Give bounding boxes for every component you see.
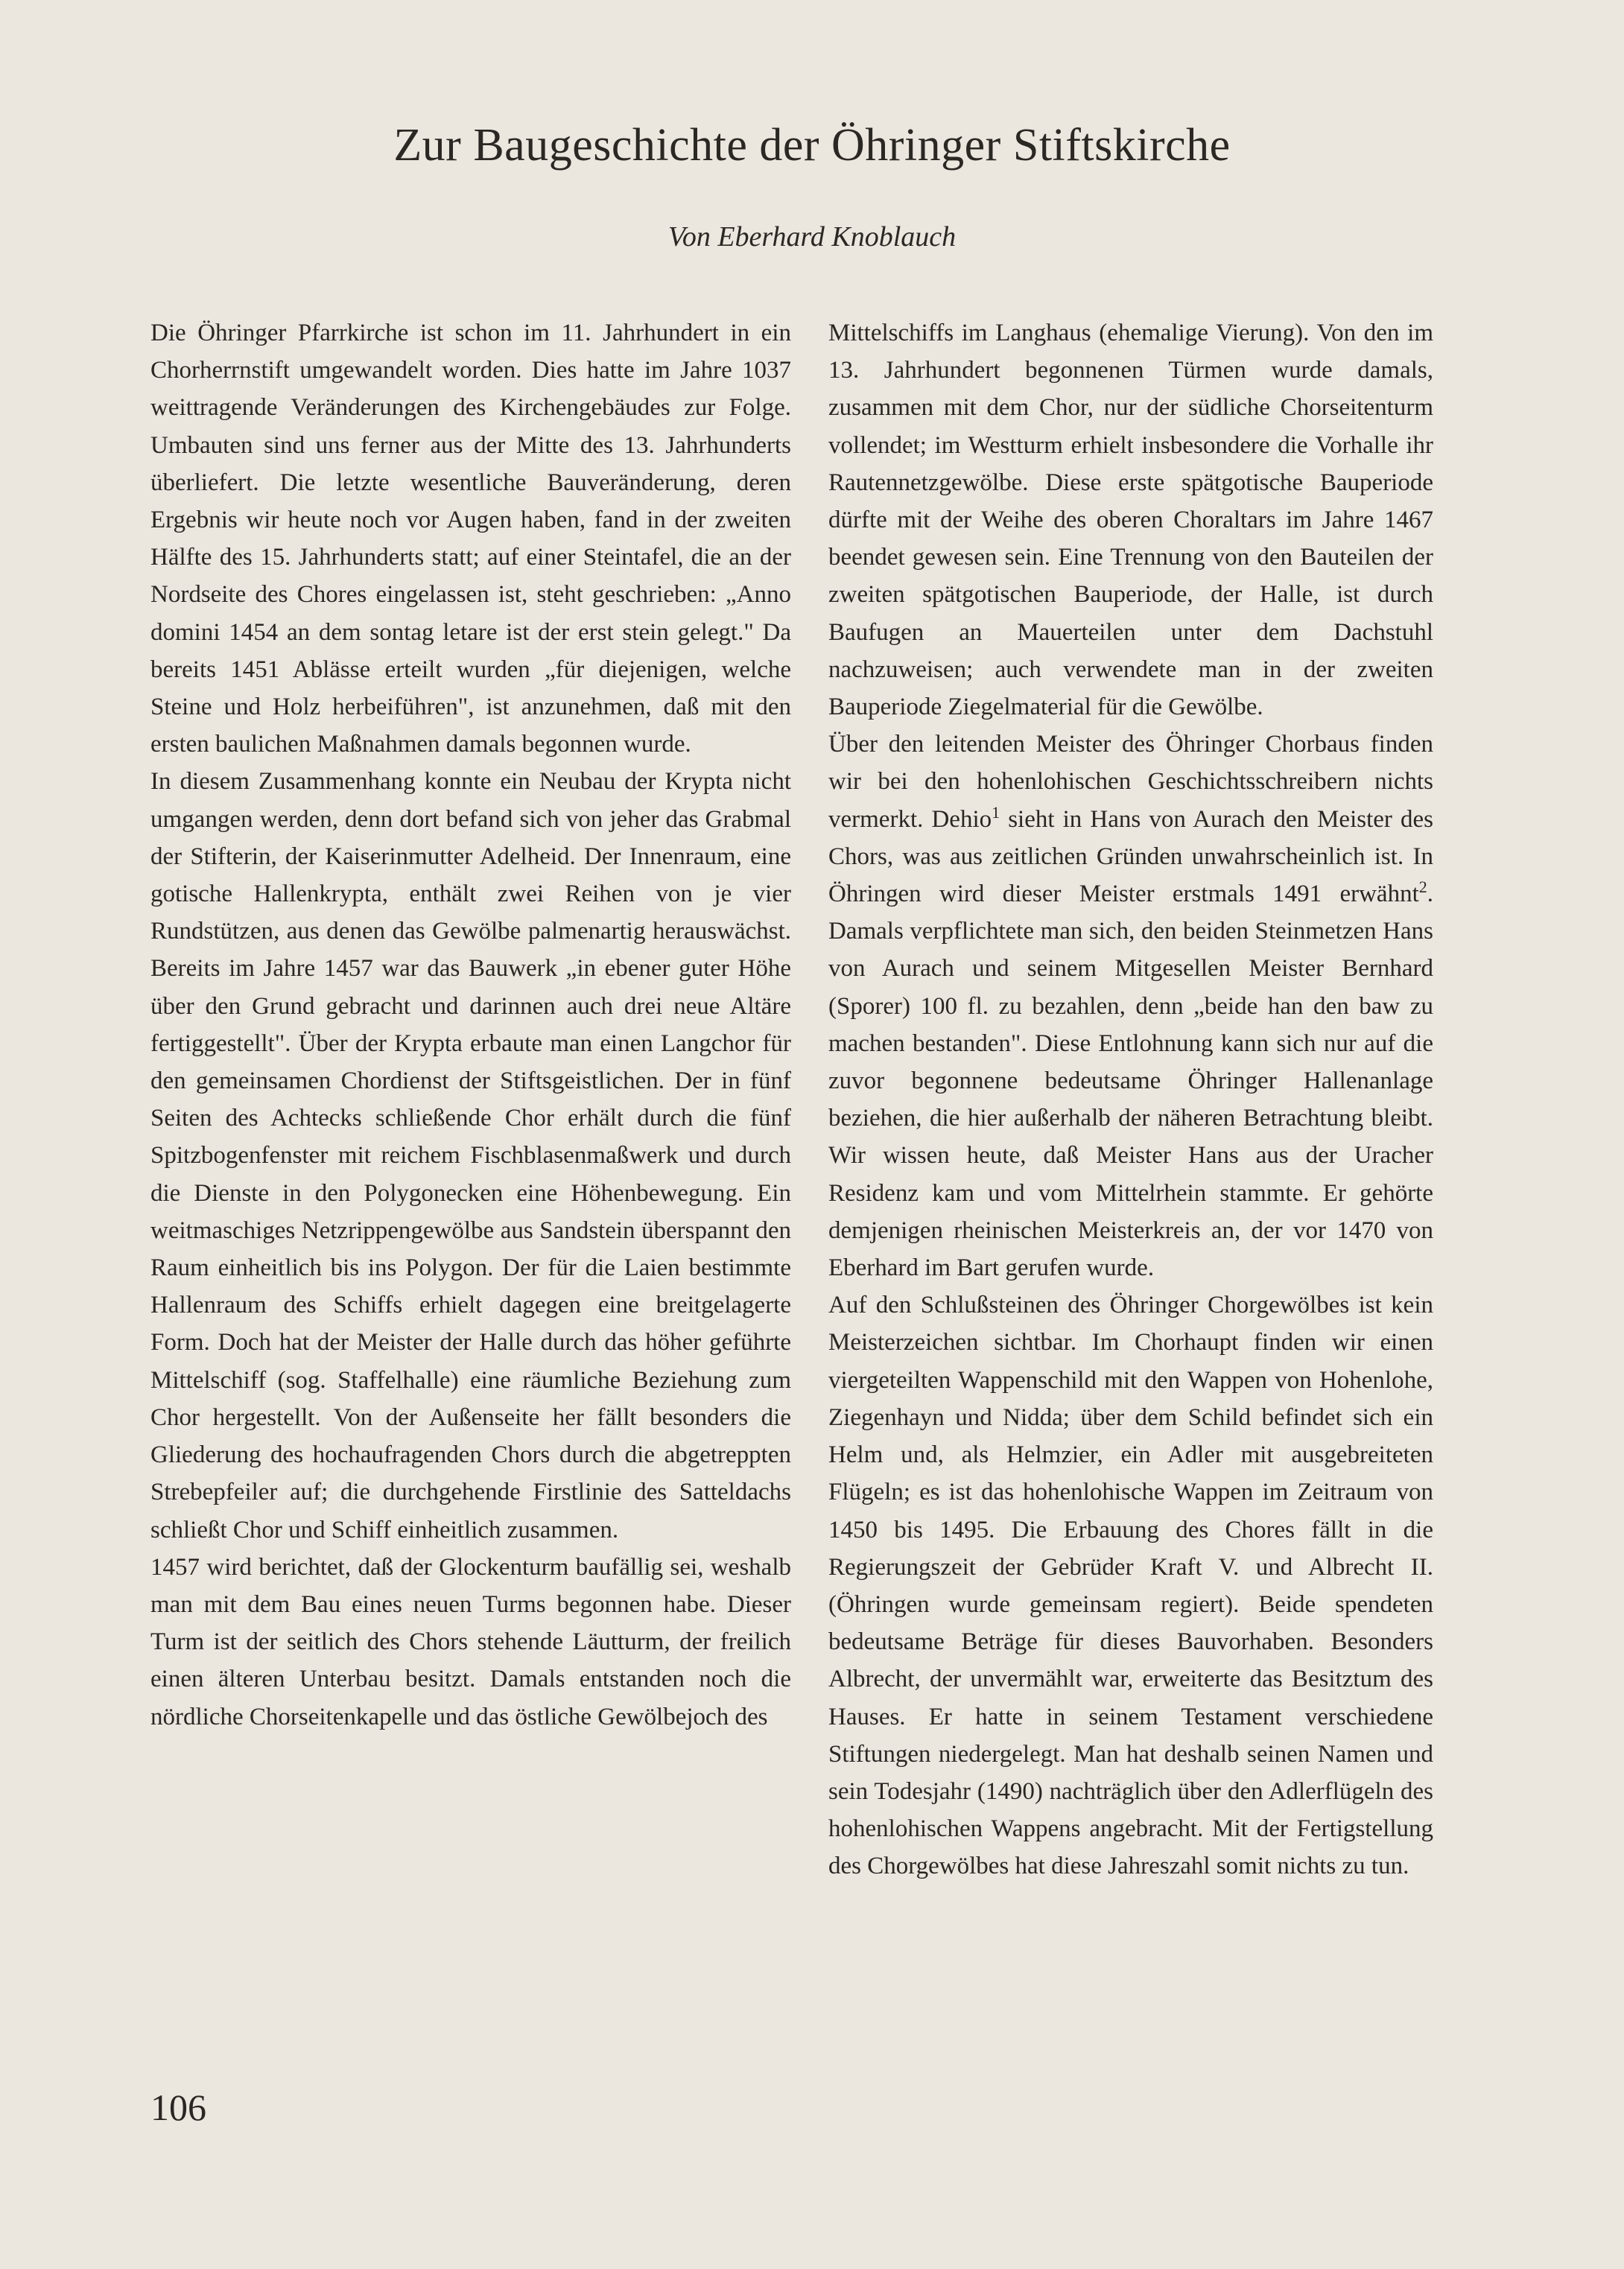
page-number: 106 bbox=[150, 2086, 206, 2128]
paragraph: Auf den Schlußsteinen des Öhringer Chorgewölbes ist kein Meisterzeichen sichtbar. Im Chorhaupt finden wir einen viergeteilten Wappenschild mit den Wappen von Hohenlohe, Ziegenhayn und Nidda; über dem Schild befindet sich ein Helm und, als Helmzier, ein Adler mit ausgebreiteten Flügeln; es ist das hohenlohische Wappen im Zeitraum von 1450 bis 1495. Die Erbauung des Chores fällt in die Regierungszeit der Gebrüder Kraft V. und Albrecht II. (Öhringen wurde gemeinsam regiert). Beide spendeten bedeutsame Beträge für dieses Bauvorhaben. Besonders Albrecht, der unvermählt war, erweiterte das Besitztum des Hauses. Er hatte in seinem Testament verschiedene Stiftungen niedergelegt. Man hat deshalb seinen Namen und sein Todesjahr (1490) nachträglich über den Adlerflügeln des hohenlohischen Wappens angebracht. Mit der Fertigstellung des Chorgewölbes hat diese Jahreszahl somit nichts zu tun. bbox=[828, 1292, 1433, 1880]
paragraph-text: Über den leitenden Meister des Öhringer Chorbaus finden wir bei den hohenlohischen Geschichtsschreibern nichts vermerkt. Dehio bbox=[828, 731, 1433, 833]
paragraph: 1457 wird berichtet, daß der Glockenturm baufällig sei, weshalb man mit dem Bau eines neuen Turms begonnen habe. Dieser Turm ist der seitlich des Chors stehende Läutturm, der freilich einen älteren Unterbau besitzt. Damals entstanden noch die nördliche Chorseitenkapelle und das östliche Gewölbejoch des bbox=[150, 1553, 791, 1730]
paragraph-text: sieht in Hans von Aurach den Meister des Chors, was aus zeitlichen Gründen unwahrscheinlich ist. In Öhringen wird dieser Meister erstmals 1491 erwähnt bbox=[828, 805, 1433, 908]
paragraph-text: . Damals verpflichtete man sich, den beiden Steinmetzen Hans von Aurach und seinem Mitgesellen Meister Bernhard (Sporer) 100 fl. zu bezahlen, denn „beide han den baw zu machen bestanden". Diese Entlohnung kann sich nur auf die zuvor begonnene bedeutsame Öhringer Hallenanlage beziehen, die hier außerhalb der näheren Betrachtung bleibt. Wir wissen heute, daß Meister Hans aus der Uracher Residenz kam und vom Mittelrhein stammte. Er gehörte demjenigen rheinischen Meisterkreis an, der vor 1470 von Eberhard im Bart gerufen wurde. bbox=[828, 880, 1433, 1282]
article-author: Von Eberhard Knoblauch bbox=[667, 221, 957, 253]
paragraph: Mittelschiffs im Langhaus (ehemalige Vierung). Von den im 13. Jahrhundert begonnenen Türmen wurde damals, zusammen mit dem Chor, nur der südliche Chorseitenturm vollendet; im Westturm erhielt insbesondere die Vorhalle ihr Rautennetzgewölbe. Diese erste spätgotische Bauperiode dürfte mit der Weihe des oberen Choraltars im Jahre 1467 beendet gewesen sein. Eine Trennung von den Bauteilen der zweiten spätgotischen Bauperiode, der Halle, ist durch Baufugen an Mauerteilen unter dem Dachstuhl nachzuweisen; auch verwendete man in der zweiten Bauperiode Ziegelmaterial für die Gewölbe. bbox=[828, 320, 1433, 721]
left-column bbox=[150, 314, 791, 1736]
footnote-marker: 1 bbox=[992, 802, 1000, 822]
paragraph bbox=[828, 726, 1433, 1286]
right-column bbox=[828, 314, 1433, 1885]
article-title: Zur Baugeschichte der Öhringer Stiftskirche bbox=[393, 120, 1231, 171]
paragraph: Die Öhringer Pfarrkirche ist schon im 11. Jahrhundert in ein Chorherrnstift umgewandelt worden. Dies hatte im Jahre 1037 weittragende Veränderungen des Kirchengebäudes zur Folge. Umbauten sind uns ferner aus der Mitte des 13. Jahrhunderts überliefert. Die letzte wesentliche Bauveränderung, deren Ergebnis wir heute noch vor Augen haben, fand in der zweiten Hälfte des 15. Jahrhunderts statt; auf einer Steintafel, die an der Nordseite des Chores eingelassen ist, steht geschrieben: „Anno domini 1454 an dem sontag letare ist der erst stein gelegt." Da bereits 1451 Ablässe erteilt wurden „für diejenigen, welche Steine und Holz herbeiführen", ist anzunehmen, daß mit den ersten baulichen Maßnahmen damals begonnen wurde. bbox=[150, 320, 791, 758]
paragraph: In diesem Zusammenhang konnte ein Neubau der Krypta nicht umgangen werden, denn dort befand sich von jeher das Grabmal der Stifterin, der Kaiserinmutter Adelheid. Der Innenraum, eine gotische Hallenkrypta, enthält zwei Reihen von je vier Rundstützen, aus denen das Gewölbe palmenartig herauswächst. Bereits im Jahre 1457 war das Bauwerk „in ebener guter Höhe über den Grund gebracht und darinnen auch drei neue Altäre fertiggestellt". Über der Krypta erbaute man einen Langchor für den gemeinsamen Chordienst der Stiftsgeistlichen. Der in fünf Seiten des Achtecks schließende Chor erhält durch die fünf Spitzbogenfenster mit reichem Fischblasenmaßwerk und durch die Dienste in den Polygonecken eine Höhenbewegung. Ein weitmaschiges Netzrippengewölbe aus Sandstein überspannt den Raum einheitlich bis ins Polygon. Der für die Laien bestimmte Hallenraum des Schiffs erhielt dagegen eine breitgelagerte Form. Doch hat der Meister der Halle durch das höher geführte Mittelschiff (sog. Staffelhalle) eine räumliche Beziehung zum Chor hergestellt. Von der Außenseite her fällt besonders die Gliederung des hochaufragenden Chors durch die abgetreppten Strebepfeiler auf; die durchgehende Firstlinie des Satteldachs schließt Chor und Schiff einheitlich zusammen. bbox=[150, 768, 791, 1543]
footnote-marker: 2 bbox=[1418, 878, 1427, 897]
